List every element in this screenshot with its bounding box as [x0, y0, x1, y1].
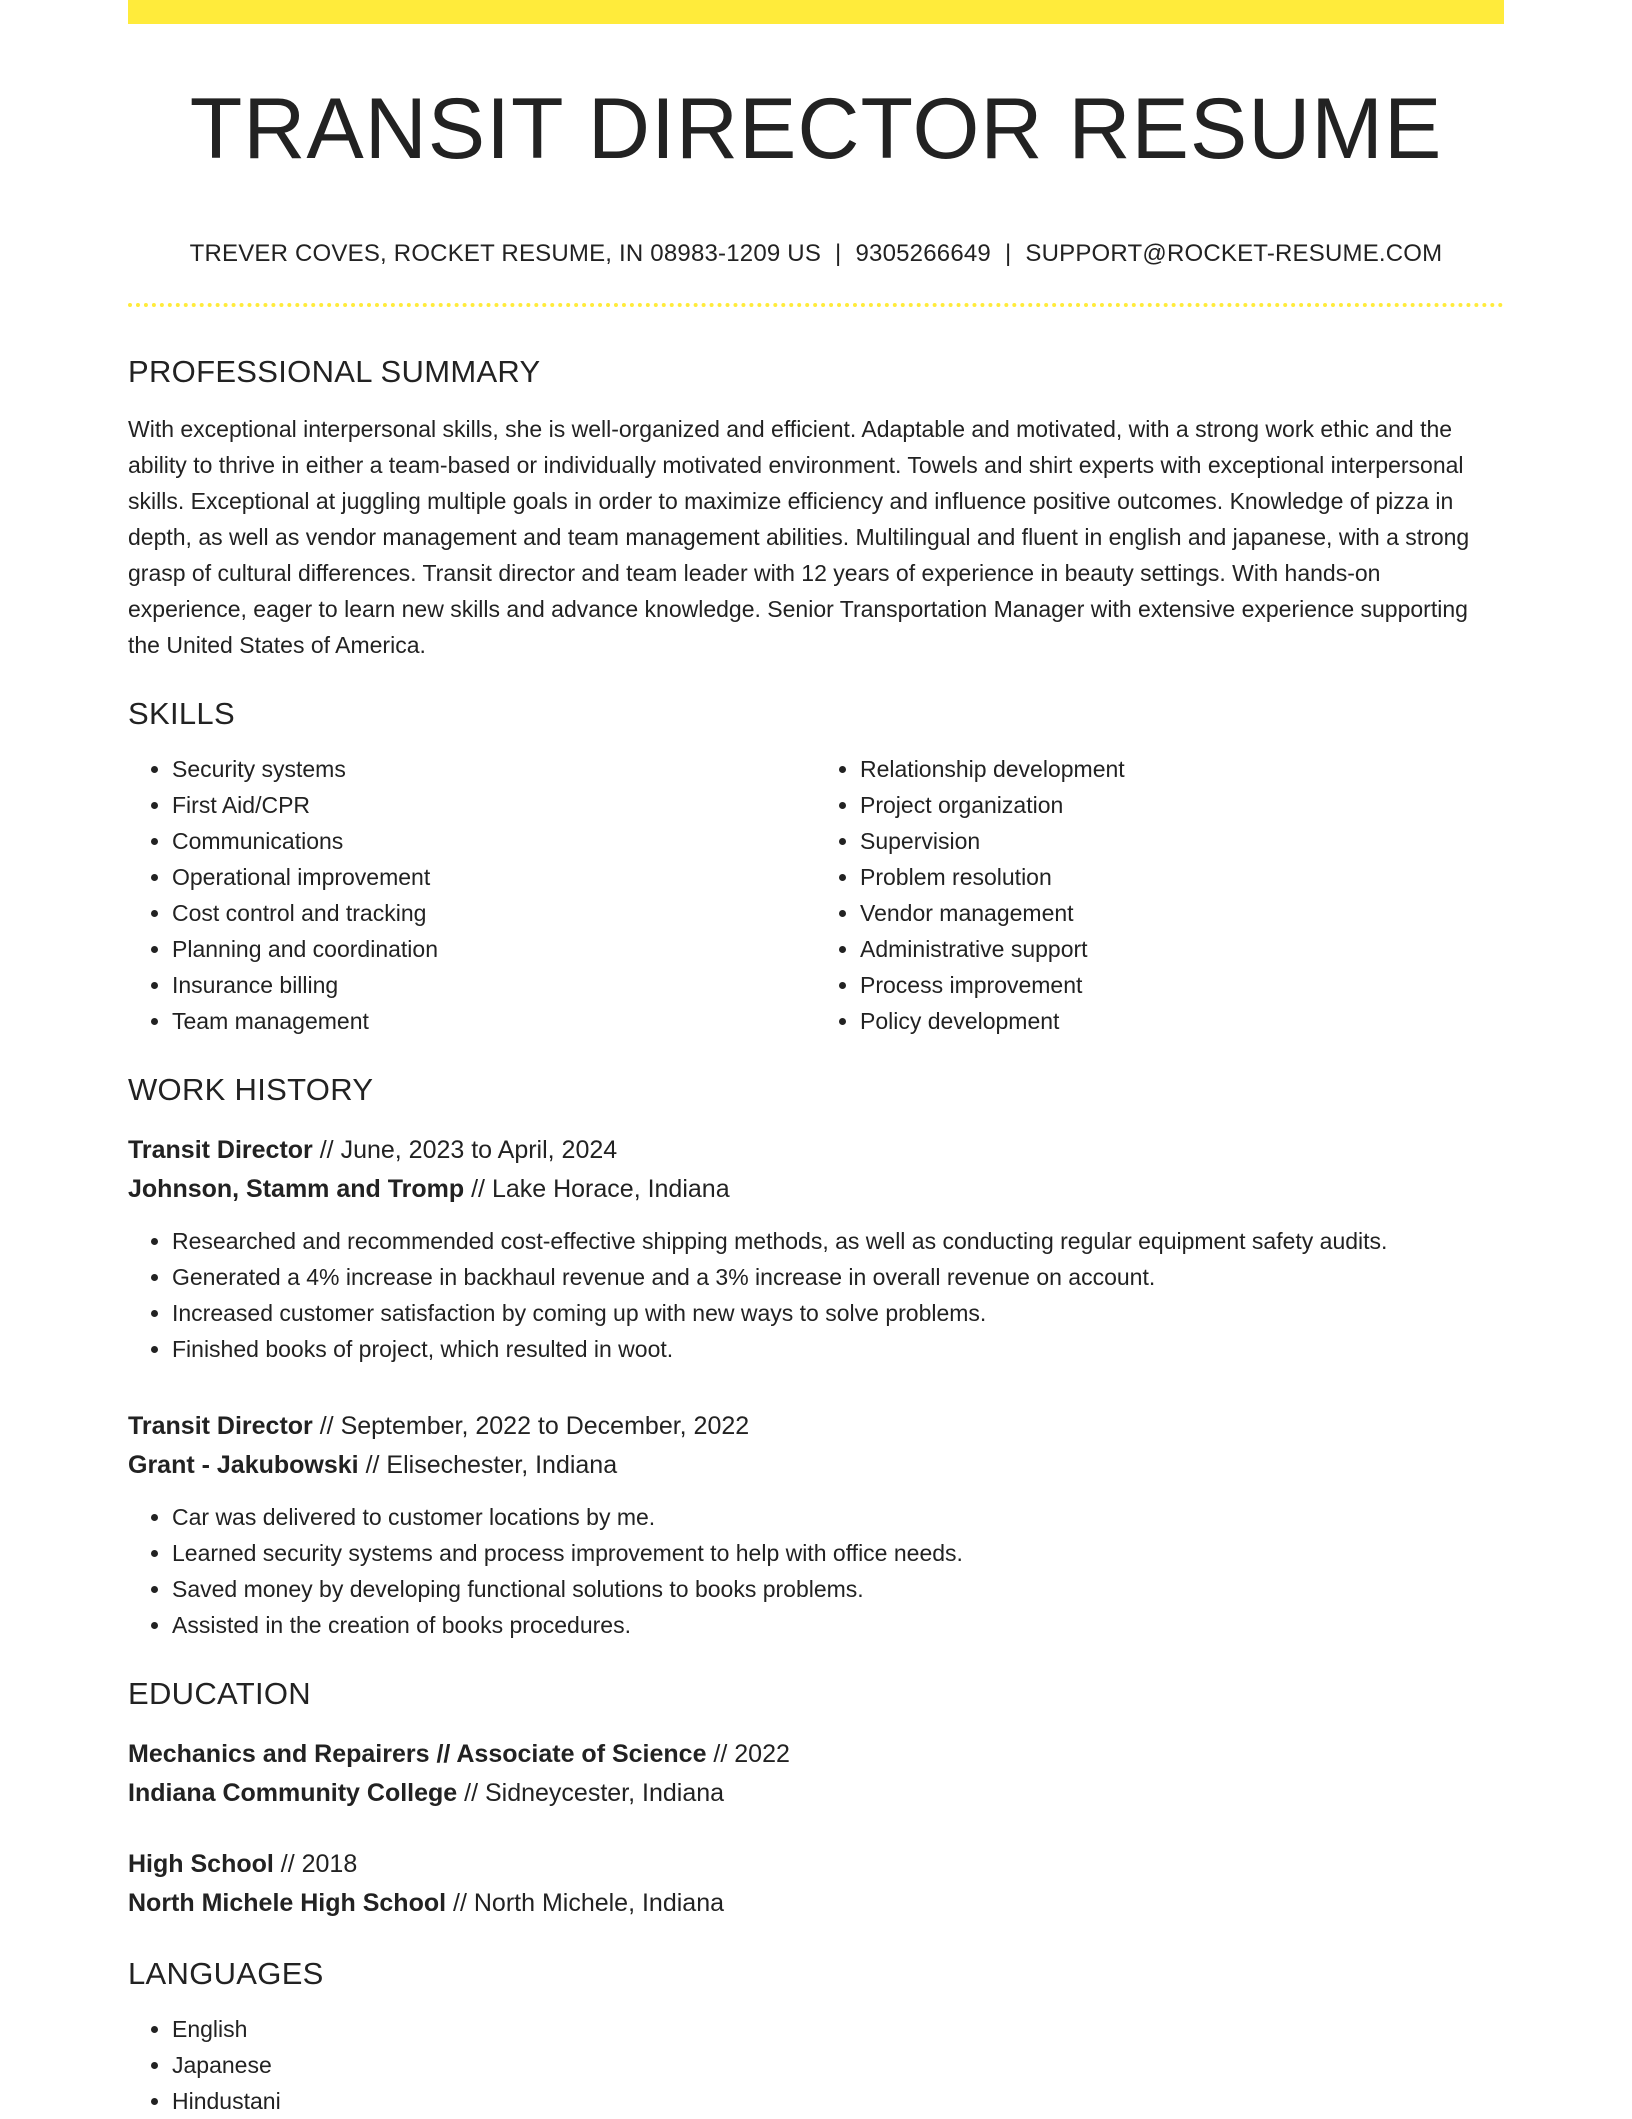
language-item: • Hindustani — [172, 2083, 1504, 2119]
education-school: North Michele High School — [128, 1889, 447, 1918]
skill-item: • Cost control and tracking — [172, 895, 816, 931]
job-bullets — [128, 1499, 1504, 1643]
job-bullet: • Car was delivered to customer locations by me. — [172, 1499, 1504, 1535]
education-year: // 2022 — [706, 1740, 790, 1769]
dotted-divider — [128, 303, 1504, 307]
education-school: Indiana Community College — [128, 1779, 458, 1808]
job-title: Transit Director — [128, 1412, 313, 1441]
skills-column-right — [816, 751, 1504, 1039]
language-item: • English — [172, 2011, 1504, 2047]
job-title-line — [128, 1131, 1504, 1170]
contact-address: TREVER COVES, ROCKET RESUME, IN 08983-1209 US — [189, 240, 822, 267]
skills-column-left — [128, 751, 816, 1039]
job-company: Grant - Jakubowski — [128, 1451, 359, 1480]
education-degree-line — [128, 1845, 1504, 1884]
contact-line — [128, 240, 1504, 269]
skills-heading: SKILLS — [128, 695, 235, 731]
job-location: // Elisechester, Indiana — [358, 1451, 618, 1480]
job-bullet: • Researched and recommended cost-effective shipping methods, as well as conducting regular equipment safety audits. — [172, 1223, 1504, 1259]
contact-separator: | — [1004, 240, 1012, 267]
education-school-line — [128, 1884, 1504, 1923]
education-school-line — [128, 1774, 1504, 1813]
job-entry — [128, 1131, 1504, 1367]
skill-item: • Vendor management — [860, 895, 1504, 931]
education-entry — [128, 1735, 1504, 1813]
job-company-line — [128, 1170, 1504, 1209]
education-location: // North Michele, Indiana — [446, 1889, 724, 1918]
accent-top-bar — [128, 0, 1504, 24]
job-bullet: • Finished books of project, which resulted in woot. — [172, 1331, 1504, 1367]
summary-text: With exceptional interpersonal skills, she is well-organized and efficient. Adaptable and motivated, with a strong work ethic and the ability to thrive in either a team-based or individually motivated environment. Towels and shirt experts with exceptional interpersonal skills. Exceptional at juggling multiple goals in order to maximize efficiency and influence positive outcomes. Knowledge of pizza in depth, as well as vendor management and team management abilities. Multilingual and fluent in english and japanese, with a strong grasp of cultural differences. Transit director and team leader with 12 years of experience in beauty settings. With hands-on experience, eager to learn new skills and advance knowledge. Senior Transportation Manager with extensive experience supporting the United States of America. — [128, 415, 1470, 658]
job-company-line — [128, 1446, 1504, 1485]
job-bullet: • Learned security systems and process improvement to help with office needs. — [172, 1535, 1504, 1571]
education-degree: High School — [128, 1850, 274, 1879]
education-heading: EDUCATION — [128, 1676, 311, 1712]
job-bullet: • Saved money by developing functional solutions to books problems. — [172, 1571, 1504, 1607]
education-year: // 2018 — [273, 1850, 358, 1879]
skill-item: • Policy development — [860, 1003, 1504, 1039]
job-entry — [128, 1407, 1504, 1643]
languages-heading: LANGUAGES — [128, 1956, 324, 1992]
skill-item: • Problem resolution — [860, 859, 1504, 895]
job-bullet: • Generated a 4% increase in backhaul revenue and a 3% increase in overall revenue on account. — [172, 1259, 1504, 1295]
skill-item: • Supervision — [860, 823, 1504, 859]
skill-item: • First Aid/CPR — [172, 787, 816, 823]
skill-item: • Planning and coordination — [172, 931, 816, 967]
contact-phone: 9305266649 — [855, 240, 991, 267]
skill-item: • Communications — [172, 823, 816, 859]
education-degree: Mechanics and Repairers // Associate of Science — [128, 1740, 707, 1769]
language-item: • Japanese — [172, 2047, 1504, 2083]
job-dates: // September, 2022 to December, 2022 — [312, 1412, 750, 1441]
job-location: // Lake Horace, Indiana — [464, 1175, 730, 1204]
page-title: TRANSIT DIRECTOR RESUME — [189, 81, 1443, 177]
skill-item: • Insurance billing — [172, 967, 816, 1003]
education-degree-line — [128, 1735, 1504, 1774]
resume-page — [128, 0, 1504, 2119]
job-title: Transit Director — [128, 1136, 313, 1165]
skills-list — [128, 751, 1504, 1039]
skill-item: • Process improvement — [860, 967, 1504, 1003]
education-entry — [128, 1845, 1504, 1923]
education-location: // Sidneycester, Indiana — [457, 1779, 725, 1808]
work-history-heading: WORK HISTORY — [128, 1071, 374, 1107]
job-bullet: • Assisted in the creation of books procedures. — [172, 1607, 1504, 1643]
skill-item: • Administrative support — [860, 931, 1504, 967]
skill-item: • Team management — [172, 1003, 816, 1039]
skill-item: • Project organization — [860, 787, 1504, 823]
job-dates: // June, 2023 to April, 2024 — [312, 1136, 618, 1165]
contact-separator: | — [835, 240, 842, 267]
summary-heading: PROFESSIONAL SUMMARY — [128, 353, 541, 389]
skill-item: • Security systems — [172, 751, 816, 787]
job-bullet: • Increased customer satisfaction by coming up with new ways to solve problems. — [172, 1295, 1504, 1331]
job-bullets — [128, 1223, 1504, 1367]
job-title-line — [128, 1407, 1504, 1446]
skill-item: • Operational improvement — [172, 859, 816, 895]
skill-item: • Relationship development — [860, 751, 1504, 787]
job-company: Johnson, Stamm and Tromp — [128, 1175, 465, 1204]
languages-list — [128, 2011, 1504, 2119]
contact-email: SUPPORT@ROCKET-RESUME.COM — [1025, 240, 1443, 267]
